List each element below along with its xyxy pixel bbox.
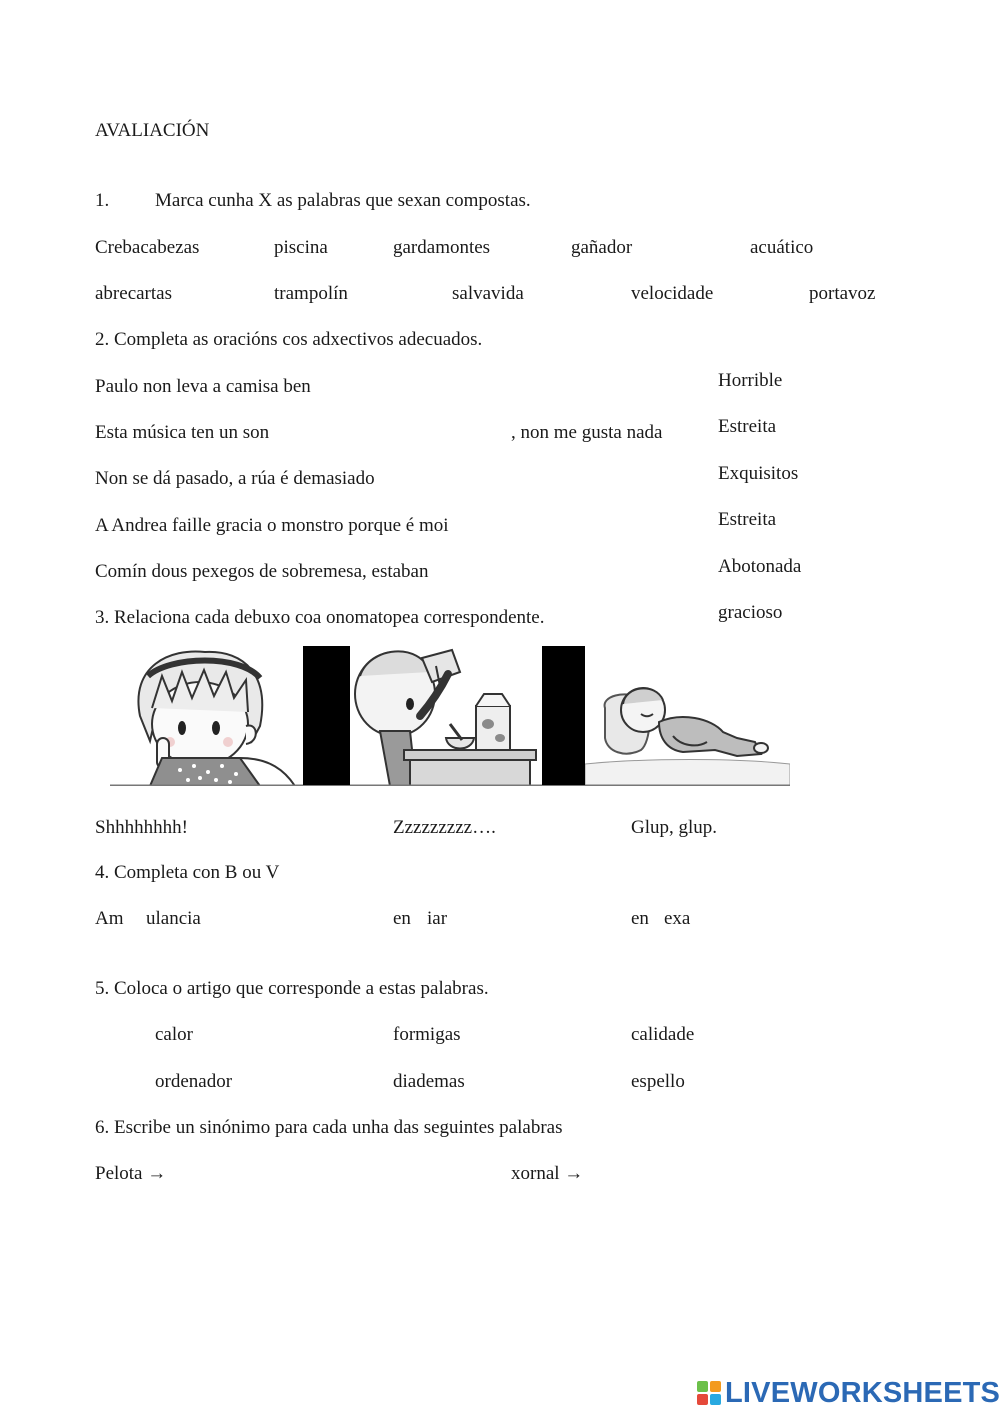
q3-prompt: 3. Relaciona cada debuxo coa onomatopea correspondente.	[95, 607, 545, 628]
child-sleeping-illustration[interactable]	[585, 646, 790, 786]
q5-word: espello	[631, 1071, 685, 1092]
q5-word: ordenador	[155, 1071, 233, 1092]
q3-word[interactable]: Shhhhhhhh!	[95, 817, 188, 838]
worksheet-title: AVALIACIÓN	[95, 120, 210, 141]
q2-sentence: A Andrea faille gracia o monstro porque é moi	[95, 515, 449, 536]
q6-item: Pelota →	[95, 1163, 167, 1184]
q5-word: calor	[155, 1024, 193, 1045]
q2-sentence: Non se dá pasado, a rúa é demasiado	[95, 468, 375, 489]
q2-option[interactable]: Horrible	[718, 370, 783, 391]
q4-word-end: iar	[427, 908, 448, 929]
q1-word[interactable]: gardamontes	[393, 237, 491, 258]
q1-word[interactable]: velocidade	[631, 283, 714, 304]
q5-word: calidade	[631, 1024, 695, 1045]
logo-mark-icon	[697, 1381, 721, 1405]
q1-word[interactable]: portavoz	[809, 283, 876, 304]
q4-word-start: Am	[95, 908, 124, 929]
q1-word[interactable]: salvavida	[452, 283, 524, 304]
q4-word-start: en	[393, 908, 411, 929]
q5-prompt: 5. Coloca o artigo que corresponde a estas palabras.	[95, 978, 489, 999]
q2-option[interactable]: gracioso	[718, 602, 783, 623]
q2-prompt: 2. Completa as oracións cos adxectivos adecuados.	[95, 329, 483, 350]
q4-word-end: ulancia	[146, 908, 201, 929]
q2-option[interactable]: Abotonada	[718, 556, 802, 577]
black-divider	[303, 646, 350, 786]
q2-sentence: Esta música ten un son	[95, 422, 270, 443]
girl-shushing-illustration[interactable]	[110, 646, 303, 786]
q4-word-start: en	[631, 908, 649, 929]
boy-drinking-illustration[interactable]	[350, 646, 542, 786]
liveworksheets-logo[interactable]	[697, 1377, 1000, 1409]
q1-number: 1.	[95, 190, 110, 211]
q1-word[interactable]: piscina	[274, 237, 328, 258]
q1-word[interactable]: acuático	[750, 237, 814, 258]
q5-word: formigas	[393, 1024, 461, 1045]
q1-word[interactable]: Crebacabezas	[95, 237, 200, 258]
q4-word-end: exa	[664, 908, 691, 929]
q2-option[interactable]: Exquisitos	[718, 463, 799, 484]
q1-word[interactable]: abrecartas	[95, 283, 172, 304]
black-divider	[542, 646, 585, 786]
q4-prompt: 4. Completa con B ou V	[95, 862, 280, 883]
q2-sentence: Comín dous pexegos de sobremesa, estaban	[95, 561, 429, 582]
q2-sentence-tail: , non me gusta nada	[511, 422, 663, 443]
q3-word[interactable]: Zzzzzzzzz….	[393, 817, 496, 838]
q5-word: diademas	[393, 1071, 465, 1092]
q1-prompt: Marca cunha X as palabras que sexan compostas.	[155, 190, 531, 211]
q1-word[interactable]: trampolín	[274, 283, 348, 304]
q1-word[interactable]: gañador	[571, 237, 633, 258]
q3-word[interactable]: Glup, glup.	[631, 817, 718, 838]
q2-option[interactable]: Estreita	[718, 509, 777, 530]
logo-text: LIVEWORKSHEETS	[725, 1376, 1000, 1409]
q6-prompt: 6. Escribe un sinónimo para cada unha das seguintes palabras	[95, 1117, 563, 1138]
q2-option[interactable]: Estreita	[718, 416, 777, 437]
q2-sentence: Paulo non leva a camisa ben	[95, 376, 311, 397]
q6-item: xornal →	[511, 1163, 584, 1184]
picture-strip-bottom-line	[110, 785, 790, 786]
